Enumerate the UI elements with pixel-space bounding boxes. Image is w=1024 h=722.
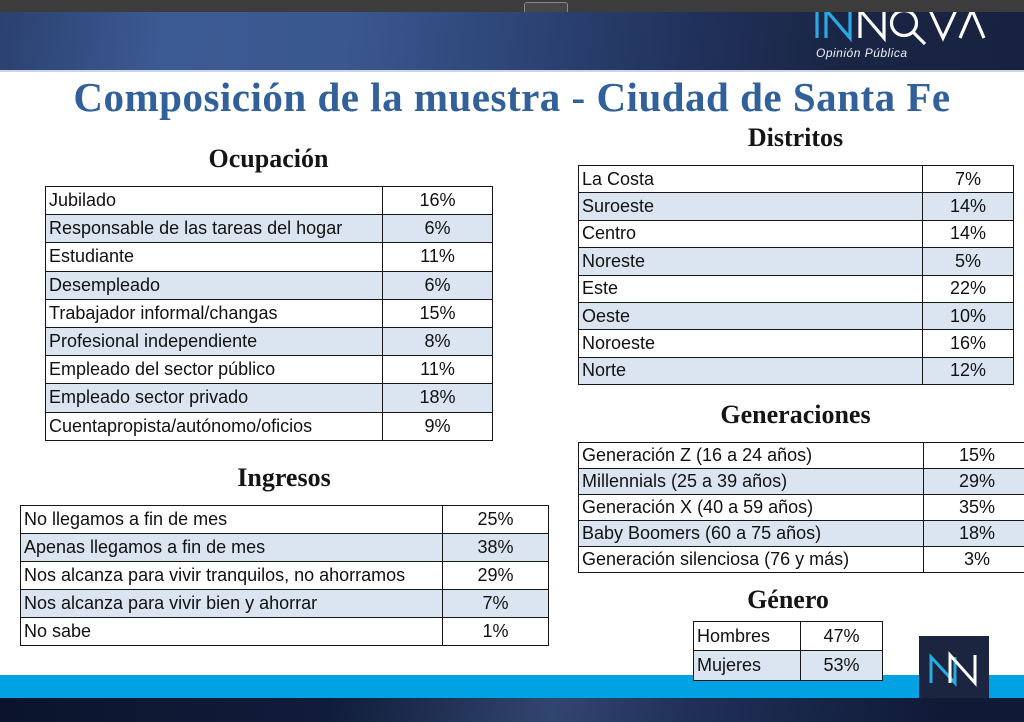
window-titlebar <box>0 0 1024 12</box>
row-value: 8% <box>383 327 493 355</box>
table-row <box>579 547 1024 573</box>
table-row <box>579 220 1014 247</box>
row-value: 29% <box>924 469 1024 495</box>
table-row <box>46 356 493 384</box>
innova-logo-icon <box>814 9 990 45</box>
table-row <box>46 187 493 215</box>
row-label: Generación silenciosa (76 y más) <box>579 547 924 573</box>
nn-logo-icon <box>919 636 989 698</box>
row-value: 12% <box>923 357 1014 384</box>
row-label: Millennials (25 a 39 años) <box>579 469 924 495</box>
row-value: 47% <box>801 622 883 651</box>
table-row <box>46 412 493 440</box>
row-value: 11% <box>383 243 493 271</box>
row-value: 16% <box>383 187 493 215</box>
row-value: 15% <box>383 299 493 327</box>
row-value: 14% <box>923 220 1014 247</box>
row-value: 7% <box>923 166 1014 193</box>
table-row <box>579 357 1014 384</box>
table-row <box>579 193 1014 220</box>
row-value: 3% <box>924 547 1024 573</box>
row-label: Profesional independiente <box>46 327 383 355</box>
row-value: 53% <box>801 651 883 680</box>
row-value: 25% <box>443 506 549 534</box>
row-value: 1% <box>443 618 549 646</box>
row-value: 6% <box>383 215 493 243</box>
table-row <box>579 248 1014 275</box>
row-label: Generación X (40 a 59 años) <box>579 495 924 521</box>
row-label: Responsable de las tareas del hogar <box>46 215 383 243</box>
row-label: Cuentapropista/autónomo/oficios <box>46 412 383 440</box>
row-label: No llegamos a fin de mes <box>21 506 443 534</box>
row-label: Generación Z (16 a 24 años) <box>579 443 924 469</box>
row-value: 14% <box>923 193 1014 220</box>
table-generaciones <box>578 442 1024 573</box>
row-label: Empleado sector privado <box>46 384 383 412</box>
slide-header-band <box>0 12 1024 72</box>
table-row <box>46 384 493 412</box>
table-ingresos <box>20 505 549 646</box>
table-row <box>21 506 549 534</box>
row-value: 10% <box>923 302 1014 329</box>
row-label: Nos alcanza para vivir bien y ahorrar <box>21 590 443 618</box>
row-value: 18% <box>383 384 493 412</box>
row-label: Apenas llegamos a fin de mes <box>21 534 443 562</box>
row-value: 7% <box>443 590 549 618</box>
logo-tagline: Opinión Pública <box>816 46 908 60</box>
table-distritos <box>578 165 1014 385</box>
table-row <box>21 590 549 618</box>
table-title-ingresos: Ingresos <box>237 463 331 492</box>
table-row <box>579 521 1024 547</box>
row-value: 11% <box>383 356 493 384</box>
table-row <box>21 618 549 646</box>
table-row <box>21 562 549 590</box>
row-label: Suroeste <box>579 193 923 220</box>
row-value: 16% <box>923 330 1014 357</box>
row-value: 15% <box>924 443 1024 469</box>
row-label: Trabajador informal/changas <box>46 299 383 327</box>
row-label: Mujeres <box>694 651 801 680</box>
row-value: 5% <box>923 248 1014 275</box>
table-row <box>579 495 1024 521</box>
footer-navy-strip <box>0 698 1024 722</box>
table-row <box>579 166 1014 193</box>
row-value: 29% <box>443 562 549 590</box>
row-value: 35% <box>924 495 1024 521</box>
table-row <box>579 443 1024 469</box>
table-row <box>46 215 493 243</box>
table-row <box>694 651 883 680</box>
innova-logo <box>814 9 990 65</box>
row-label: No sabe <box>21 618 443 646</box>
table-title-ocupacion: Ocupación <box>208 144 329 173</box>
table-ocupacion <box>45 186 493 441</box>
row-label: Este <box>579 275 923 302</box>
row-label: Centro <box>579 220 923 247</box>
row-label: Empleado del sector público <box>46 356 383 384</box>
row-label: Nos alcanza para vivir tranquilos, no ahorramos <box>21 562 443 590</box>
table-row <box>46 243 493 271</box>
table-row <box>579 302 1014 329</box>
row-value: 22% <box>923 275 1014 302</box>
table-row <box>46 271 493 299</box>
table-title-distritos: Distritos <box>747 123 844 152</box>
nn-logo <box>919 636 989 698</box>
row-label: Jubilado <box>46 187 383 215</box>
table-row <box>46 299 493 327</box>
table-row <box>21 534 549 562</box>
table-genero <box>693 621 883 681</box>
page-title: Composición de la muestra - Ciudad de Santa Fe <box>73 74 951 120</box>
row-label: Noreste <box>579 248 923 275</box>
row-label: Noroeste <box>579 330 923 357</box>
row-value: 6% <box>383 271 493 299</box>
row-value: 9% <box>383 412 493 440</box>
table-title-genero: Género <box>747 585 829 614</box>
row-label: Hombres <box>694 622 801 651</box>
table-title-generaciones: Generaciones <box>720 400 871 429</box>
row-label: Oeste <box>579 302 923 329</box>
table-row <box>579 469 1024 495</box>
row-value: 38% <box>443 534 549 562</box>
table-row <box>579 330 1014 357</box>
table-row <box>694 622 883 651</box>
row-label: Estudiante <box>46 243 383 271</box>
table-row <box>579 275 1014 302</box>
table-row <box>46 327 493 355</box>
row-value: 18% <box>924 521 1024 547</box>
window-tab-handle[interactable] <box>524 2 568 12</box>
row-label: Desempleado <box>46 271 383 299</box>
row-label: Baby Boomers (60 a 75 años) <box>579 521 924 547</box>
row-label: La Costa <box>579 166 923 193</box>
row-label: Norte <box>579 357 923 384</box>
